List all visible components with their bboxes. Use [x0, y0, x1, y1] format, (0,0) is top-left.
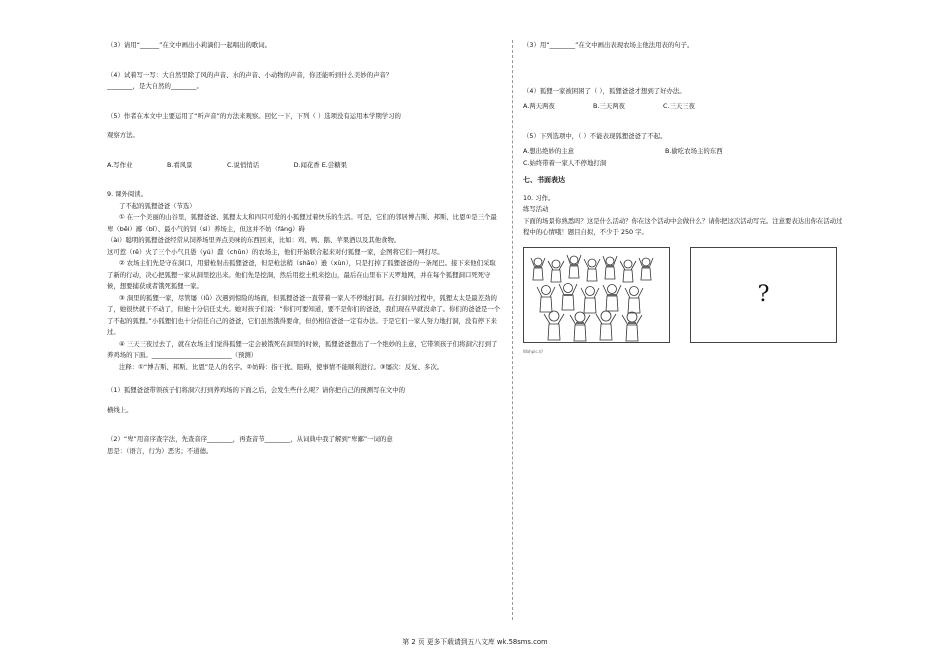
crowd-illustration [524, 248, 669, 342]
question-5-right: （5）下列选项中，（ ）不能表现狐狸爸爸了不起。 [523, 131, 667, 140]
passage-para-1: ① 在一个美丽的山谷里，狐狸爸爸、狐狸太太和四只可爱的小狐狸过着快乐的生活。可是，它们的邻居博吉斯、邦斯、比恩①是三个最卑（bēi）鄙（bǐ）、最小气的饲（sì）养场主，但这并不妨（fáng）碍 [107, 213, 497, 233]
mystery-image [690, 247, 837, 343]
question-5-choices [107, 160, 347, 172]
passage-para-3: ③ 洞里的狐狸一家，尽管屡（lǚ）次遇到惊险的场面，但狐狸爸爸一直带着一家人不停地打洞。在打洞的过程中，狐狸太太是最差劲的了，她很快就干不动了，但她十分信任丈夫。她对孩子们说：“你们可要知道，要不是你们的爸爸，我们现在早就没命了。你们的爸爸是一个了不起的狐狸。”小狐狸们也十分信任自己的爸爸，它们虽然饿得要命，但仍相信爸爸一定有办法。于是它们一家人努力地打洞，没有停下来过。 [107, 293, 501, 336]
page-footer: 第 2 页 更多下载请到五八文库 wk.58sms.com [402, 638, 548, 646]
choice-c[interactable]: C.始终带着一家人不停地打洞 [523, 158, 607, 167]
prompt-images [523, 247, 843, 343]
question-9-title: 9. 课外阅读。 [107, 190, 148, 198]
crowd-cheering-image [523, 247, 670, 343]
passage-title: 了不起的狐狸爸爸（节选） [119, 201, 196, 210]
question-9-2-line2: 思是：（语言，行为）恶劣；不道德。 [107, 446, 213, 455]
question-10-title: 10. 习作。 [523, 193, 555, 202]
question-5-line2: 观察方法。 [107, 131, 139, 139]
left-column [107, 40, 502, 457]
choice-b[interactable]: B.偷吃农场主的东西 [665, 147, 723, 155]
section-heading-writing: 七、书面表达 [523, 176, 565, 184]
image-caption: Wahpic./// [523, 348, 543, 354]
column-divider [512, 40, 513, 620]
question-9-1-line2: 横线上。 [107, 405, 133, 414]
question-4-choices [523, 101, 823, 113]
passage-para-4: ④ 三天三夜过去了，就在农场主们觉得狐狸一定会被饿死在洞里的时候，狐狸爸爸想出了一个绝妙的主意，它带领孩子们将洞穴打到了养鸡场的下面。_________________________（预测） [107, 339, 498, 359]
question-10-subtitle: 练写活动 [523, 205, 549, 213]
choice-d[interactable]: D.闻花香 E.尝糖果 [293, 160, 347, 169]
choice-a[interactable]: A.两天两夜 [523, 102, 555, 110]
question-9-2-line1: （2）“卑”用音序查字法，先查音序________，再查音节________，从词典中我了解到“卑鄙”一词的意 [107, 435, 393, 443]
question-3-right: （3）用“________”在文中画出表现农场主他法用表的句子。 [523, 41, 694, 49]
question-5-choices-right [523, 146, 843, 169]
question-5-line1: （5）作者在本文中主要运用了“听声音”的方法来观察。回忆一下，下列（ ）选项没有运用本学期学习的 [107, 111, 401, 120]
question-3-left: （3）请用“______”在文中画出小莉滴们一起唱出的歌词。 [107, 41, 272, 49]
question-10-prompt: 下面的场景你熟悉吗？这是什么活动？你在这个活动中会做什么？请你把这次活动写完。注意要表达出你在活动过程中的心情哦！题目自拟，不少于 250 字。 [523, 216, 843, 236]
choice-a[interactable]: A.想出绝妙的主意 [523, 147, 575, 155]
choice-c[interactable]: C.三天三夜 [663, 102, 696, 110]
question-4-line2: ________，是大自然的________。 [107, 82, 203, 90]
passage-para-1b: （ài）聪明的狐狸爸爸经常从饲养场里弄点美味的东西回来，比如：鸡、鸭、鹅、苹果酒以及其他食物。 [107, 236, 401, 244]
question-9-1-line1: （1）狐狸爸爸带领孩子们将洞穴打到养鸡场的下面之后，会发生些什么呢？请你把自己的预测写在文中的 [107, 386, 406, 394]
choice-a[interactable]: A.写作业 [107, 160, 133, 169]
right-column [523, 40, 843, 357]
choice-b[interactable]: B.三天两夜 [593, 102, 625, 110]
passage-para-2: ② 农场主们先是守在洞口，用猎枪射击狐狸爸爸，但是枪法稍（shāo）逊（xùn），只是打掉了狐狸爸爸的一条尾巴。接下来他们采取了新的行动，决心把狐狸一家从洞里挖出来。他们先是挖洞，然后用挖土机来挖山，最后在山里布下天罗地网，并在每个狐狸洞口死死守候，想要捕获或者饿死狐狸一家。 [107, 259, 496, 290]
question-4-right: （4）狐狸一家被困困了（ ），狐狸爸爸才想到了好办法。 [523, 86, 686, 95]
passage-para-1c: 这可惹（rě）火了三个小气且愚（yú）蠢（chǔn）的农场主，他们开始联合起来对付狐狸一家，企图将它们一网打尽。 [107, 247, 444, 256]
choice-b[interactable]: B.看风景 [166, 160, 193, 169]
question-4-line1: （4）试着写一写：大自然里除了风的声音、水的声音、小动物的声音，你还能听到什么美妙的声音？ [107, 70, 393, 79]
choice-c[interactable]: C.说悄悄话 [227, 160, 260, 169]
question-mark: ? [757, 281, 770, 307]
passage-notes: 注释：①“博吉斯、邦斯、比恩”是人的名字。②妨碍：指干扰、阻碍，使事情不能顺利进行。③屡次：反复、多次。 [119, 362, 444, 371]
